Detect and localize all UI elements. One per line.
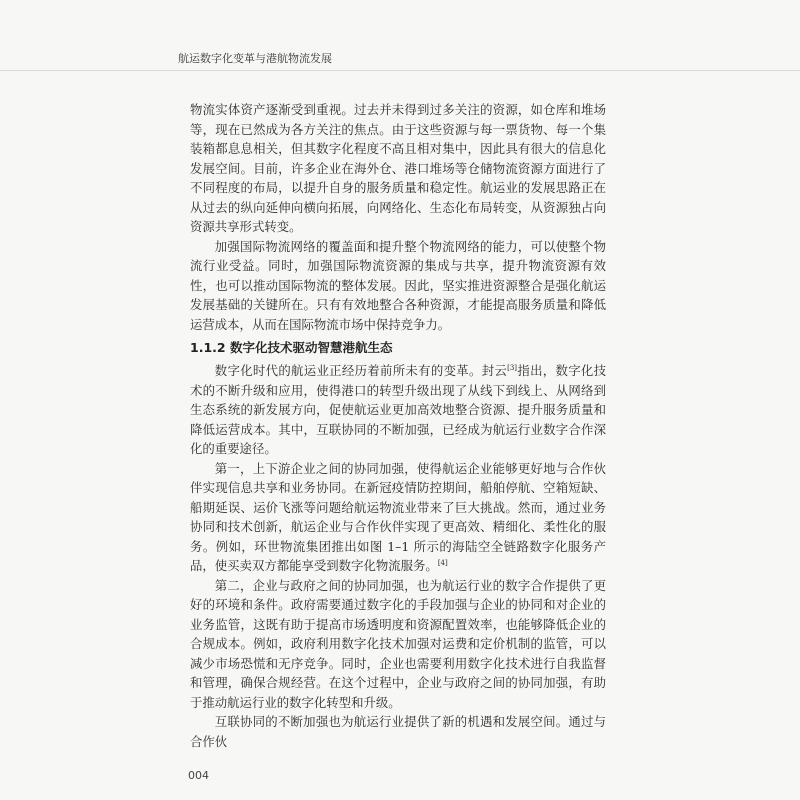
section-heading: 1.1.2 数字化技术驱动智慧港航生态 <box>190 340 393 355</box>
page-number: 004 <box>188 769 209 782</box>
paragraph <box>190 361 606 459</box>
paragraph: 互联协同的不断加强也为航运行业提供了新的机遇和发展空间。通过与合作伙 <box>190 714 606 749</box>
citation-ref: [3] <box>507 363 518 372</box>
paragraph <box>190 459 606 576</box>
running-header: 航运数字化变革与港航物流发展 <box>178 52 332 65</box>
header-divider <box>0 70 800 71</box>
paragraph-text: 第一，上下游企业之间的协同加强，使得航运企业能够更好地与合作伙伴实现信息共享和业务协同。在新冠疫情防控期间，船舶停航、空箱短缺、船期延误、运价飞涨等问题给航运物流业带来了巨大挑战。然而，通过业务协同和技术创新，航运企业与合作伙伴实现了更高效、精细化、柔性化的服务。例如，环世物流集团推出如图 1–1 所示的海陆空全链路数字化服务产品，使买卖双方都能享受到数字化物流服务。 <box>190 460 606 573</box>
paragraph-continued: 物流实体资产逐渐受到重视。过去并未得到过多关注的资源，如仓库和堆场等，现在已然成为各方关注的焦点。由于这些资源与每一票货物、每一个集装箱都息息相关，但其数字化程度不高且相对集中，因此具有很大的信息化发展空间。目前，许多企业在海外仓、港口堆场等仓储物流资源方面进行了不同程度的布局，以提升自身的服务质量和稳定性。航运业的发展思路正在从过去的纵向延伸向横向拓展，向网络化、生态化布局转变，从资源独占向资源共享形式转变。 <box>190 102 606 234</box>
paragraph: 第二，企业与政府之间的协同加强，也为航运行业的数字合作提供了更好的环境和条件。政府需要通过数字化的手段加强与企业的协同和对企业的业务监管，这既有助于提高市场透明度和资源配置效率，也能够降低企业的合规成本。例如，政府利用数字化技术加强对运费和定价机制的监管，可以减少市场恐慌和无序竞争。同时，企业也需要利用数字化技术进行自我监督和管理，确保合规经营。在这个过程中，企业与政府之间的协同加强，有助于推动航运行业的数字化转型和升级。 <box>190 577 606 710</box>
paragraph: 加强国际物流网络的覆盖面和提升整个物流网络的能力，可以使整个物流行业受益。同时，加强国际物流资源的集成与共享，提升物流资源有效性，也可以推动国际物流的整体发展。因此，坚实推进资源整合是强化航运发展基础的关键所在。只有有效地整合各种资源，才能提高服务质量和降低运营成本，从而在国际物流市场中保持竞争力。 <box>190 238 606 332</box>
page-body <box>190 100 606 751</box>
citation-ref: [4] <box>437 558 448 567</box>
paragraph-text: 数字化时代的航运业正经历着前所未有的变革。封云 <box>214 363 508 378</box>
paragraph-text: 指出，数字化技术的不断升级和应用，使得港口的转型升级出现了从线下到线上、从网络到生态系统的新发展方向，促使航运业更加高效地整合资源、提升服务质量和降低运营成本。其中，互联协同的不断加强，已经成为航运行业数字合作深化的重要途径。 <box>190 363 607 456</box>
